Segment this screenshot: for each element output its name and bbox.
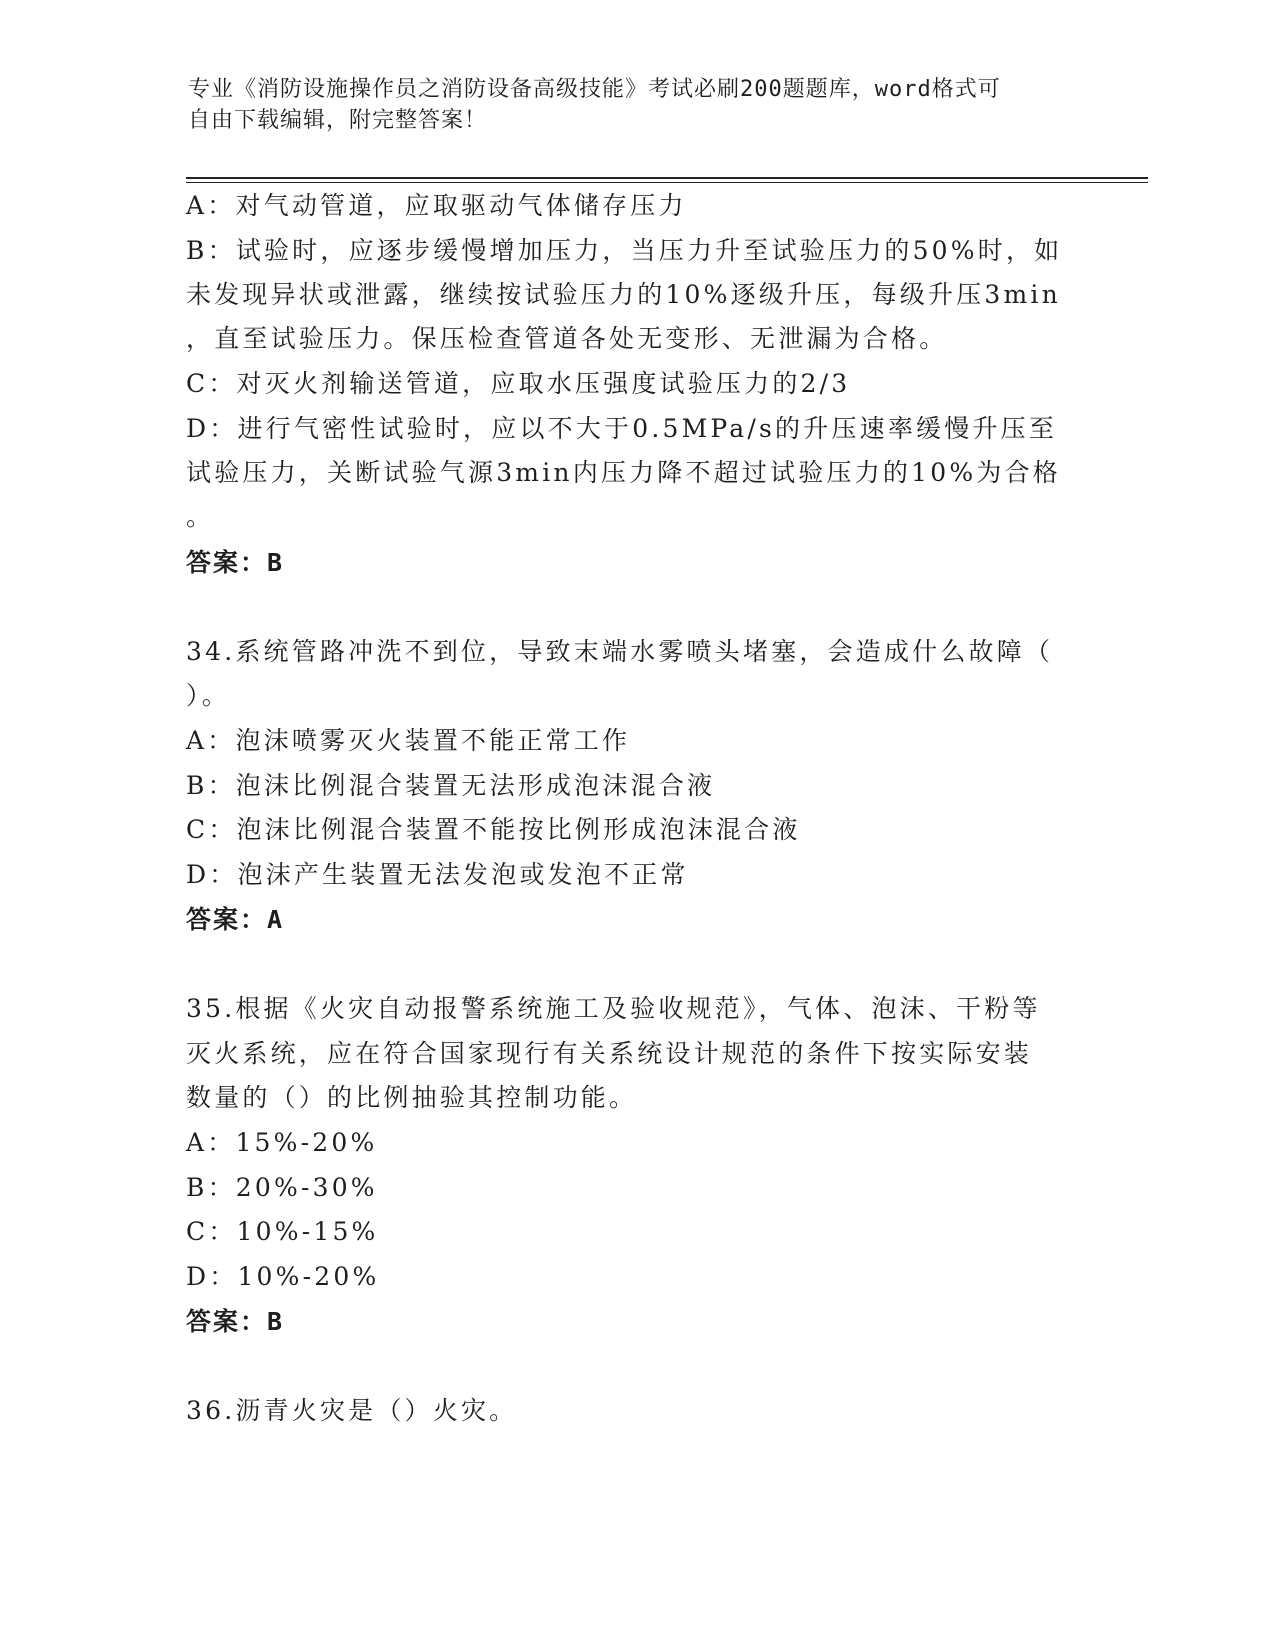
q35-question-line3: 数量的（）的比例抽验其控制功能。 [186, 1083, 638, 1112]
q34-option-d: D：泡沫产生装置无法发泡或发泡不正常 [186, 860, 689, 889]
q36-question-line1: 36.沥青火灾是（）火灾。 [186, 1396, 518, 1425]
q33-option-c: C：对灭火剂输送管道，应取水压强度试验压力的2/3 [186, 369, 851, 398]
q34-answer: 答案：A [186, 905, 285, 934]
q33-option-b-line3: ，直至试验压力。保压检查管道各处无变形、无泄漏为合格。 [186, 324, 948, 353]
page-header [188, 74, 1068, 136]
q35-question-line1: 35.根据《火灾自动报警系统施工及验收规范》，气体、泡沫、干粉等 [186, 994, 1041, 1023]
header-line-2: 自由下载编辑，附完整答案！ [188, 108, 488, 133]
header-line-1: 专业《消防设施操作员之消防设备高级技能》考试必刷200题题库，word格式可 [188, 77, 1001, 102]
q35-answer: 答案：B [186, 1307, 285, 1336]
q34-question-line2: ）。 [186, 681, 230, 710]
q33-option-b-line1: B：试验时，应逐步缓慢增加压力，当压力升至试验压力的50%时，如 [186, 236, 1063, 265]
header-rule-thick [186, 177, 1148, 179]
header-rule-thin [186, 182, 1148, 183]
q33-option-b-line2: 未发现异状或泄露，继续按试验压力的10%逐级升压，每级升压3min [186, 280, 1061, 309]
q34-option-b: B：泡沫比例混合装置无法形成泡沫混合液 [186, 771, 716, 800]
q33-answer: 答案：B [186, 548, 285, 577]
q33-option-d-line1: D：进行气密性试验时，应以不大于0.5MPa/s的升压速率缓慢升压至 [186, 414, 1058, 443]
q35-option-c: C：10%-15% [186, 1217, 379, 1246]
q33-option-a: A：对气动管道，应取驱动气体储存压力 [186, 191, 687, 220]
q34-question-line1: 34.系统管路冲洗不到位，导致末端水雾喷头堵塞，会造成什么故障（ [186, 637, 1054, 666]
q33-option-d-line3: 。 [186, 502, 215, 531]
q35-option-d: D：10%-20% [186, 1262, 380, 1291]
q33-option-d-line2: 试验压力，关断试验气源3min内压力降不超过试验压力的10%为合格 [186, 458, 1061, 487]
q35-option-a: A：15%-20% [186, 1128, 378, 1157]
q35-question-line2: 灭火系统，应在符合国家现行有关系统设计规范的条件下按实际安装 [186, 1039, 1033, 1068]
q34-option-c: C：泡沫比例混合装置不能按比例形成泡沫混合液 [186, 815, 801, 844]
q34-option-a: A：泡沫喷雾灭火装置不能正常工作 [186, 726, 631, 755]
q35-option-b: B：20%-30% [186, 1173, 378, 1202]
